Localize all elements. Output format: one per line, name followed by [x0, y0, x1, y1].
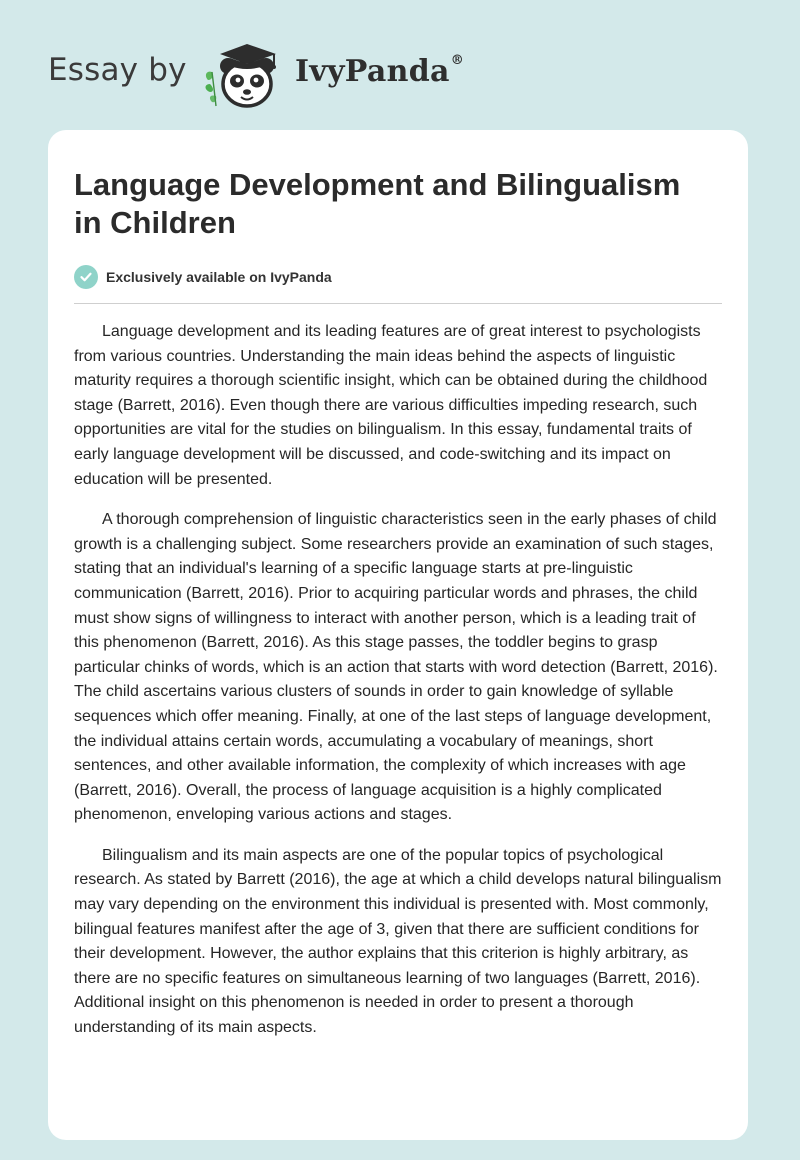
essay-paragraph: Bilingualism and its main aspects are one of the popular topics of psychological research. As stated by Barrett (2016), the age at which a child develops natural bilingualism may vary depending on the environment this individual is presented with. Most commonly, bilingual features manifest after the age of 3, given that there are sufficient conditions for their development. However, the author explains that this criterion is highly arbitrary, as there are no specific features on simultaneous learning of two languages (Barrett, 2016). Additional insight on this phenomenon is needed in order to present a thorough understanding of its main aspects. — [74, 846, 722, 1037]
essay-paragraph: A thorough comprehension of linguistic characteristics seen in the early phases of child growth is a challenging subject. Some researchers provide an examination of such stages, stating that an individual's learning of a specific language starts at pre-linguistic communication (Barrett, 2016). Prior to acquiring particular words and phrases, the child must show signs of willingness to interact with another person, which is a leading trait of this phenomenon (Barrett, 2016). As this stage passes, the toddler begins to grasp particular chinks of words, which is an action that starts with word detection (Barrett, 2016). The child ascertains various clusters of sounds in order to gain knowledge of syllable sequences which offer meaning. Finally, at one of the last steps of language development, the individual attains certain words, accumulating a vocabulary of meanings, short sentences, and other available information, the complexity of which increases with age (Barrett, 2016). Overall, the process of language acquisition is a highly complicated phenomenon, enveloping various actions and stages. — [74, 511, 718, 824]
registered-mark: ® — [450, 53, 465, 68]
essay-paragraph: Language development and its leading features are of great interest to psychologists from various countries. Understanding the main ideas behind the aspects of linguistic maturity requires a thorough scientific insight, which can be obtained during the childhood stage (Barrett, 2016). Even though there are various difficulties impeding research, such opportunities are vital for the studies on bilingualism. In this essay, fundamental traits of early language development will be discussed, and code-switching and its impact on education will be presented. — [74, 323, 708, 488]
exclusive-badge-label: Exclusively available on IvyPanda — [106, 269, 332, 285]
panda-graduate-logo-icon[interactable] — [200, 36, 292, 110]
essay-card — [48, 130, 748, 1140]
essay-by-label: Essay by — [48, 52, 187, 88]
check-icon — [74, 265, 98, 289]
brand-name[interactable] — [295, 54, 464, 89]
brand-label: IvyPanda — [295, 54, 450, 89]
essay-body — [74, 320, 724, 1057]
essay-title: Language Development and Bilingualism in Children — [74, 167, 681, 240]
ivy-leaf-icon — [206, 72, 217, 106]
site-header — [0, 0, 800, 120]
exclusive-badge — [74, 264, 332, 290]
title-divider — [74, 303, 722, 304]
